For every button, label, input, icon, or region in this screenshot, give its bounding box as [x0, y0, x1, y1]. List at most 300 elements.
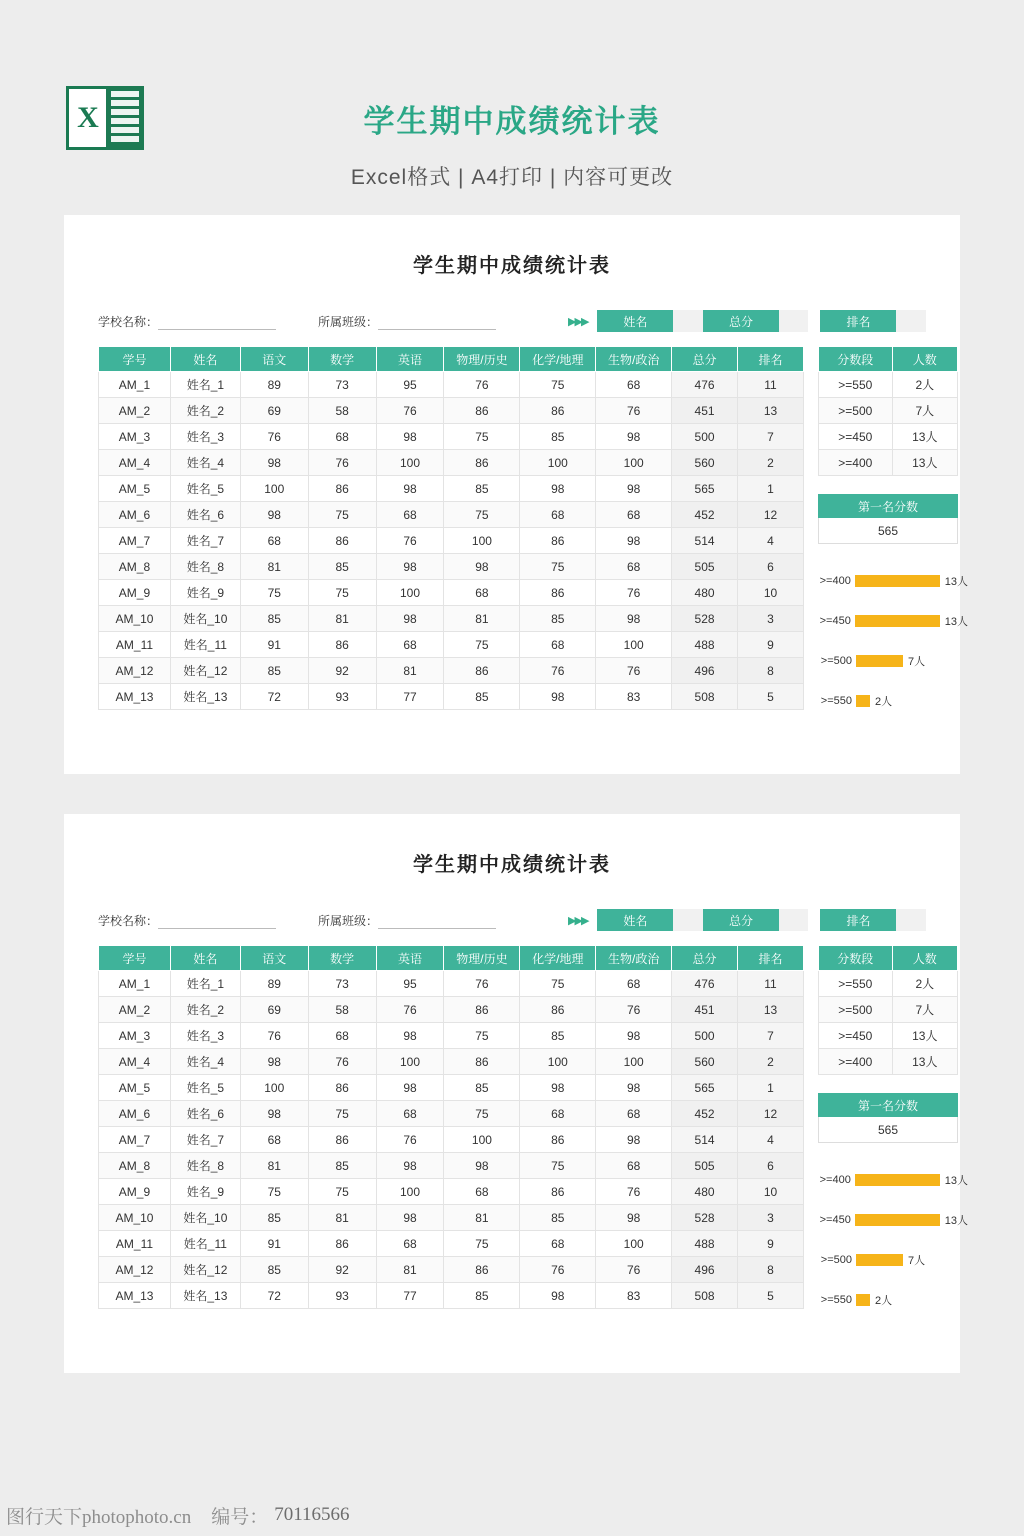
table-row[interactable] — [99, 1283, 804, 1309]
segment-row[interactable] — [819, 398, 958, 424]
cell-bio: 98 — [596, 1023, 672, 1049]
cell-chem: 76 — [520, 658, 596, 684]
pill-name: 姓名 — [597, 909, 673, 931]
cell-english: 100 — [376, 580, 444, 606]
table-row[interactable] — [99, 971, 804, 997]
cell-math: 92 — [308, 658, 376, 684]
cell-physics: 86 — [444, 398, 520, 424]
cell-bio: 98 — [596, 424, 672, 450]
page-header — [0, 0, 1024, 215]
table-row[interactable] — [99, 528, 804, 554]
cell-rank: 8 — [738, 658, 804, 684]
cell-math: 86 — [308, 1231, 376, 1257]
cell-physics: 68 — [444, 580, 520, 606]
sheet-body — [98, 346, 968, 734]
cell-math: 76 — [308, 1049, 376, 1075]
cell-english: 95 — [376, 971, 444, 997]
col-id: 学号 — [99, 347, 171, 372]
cell-physics: 85 — [444, 476, 520, 502]
cell-math: 92 — [308, 1257, 376, 1283]
table-row[interactable] — [99, 684, 804, 710]
cell-segment: >=550 — [819, 971, 893, 997]
cell-bio: 68 — [596, 502, 672, 528]
bar-row — [818, 574, 968, 588]
cell-total: 505 — [672, 554, 738, 580]
cell-total: 508 — [672, 1283, 738, 1309]
cell-total: 451 — [672, 398, 738, 424]
segment-row[interactable] — [819, 372, 958, 398]
table-row[interactable] — [99, 606, 804, 632]
col-bio-politics: 生物/政治 — [596, 946, 672, 971]
cell-id: AM_6 — [99, 502, 171, 528]
col-name: 姓名 — [170, 946, 240, 971]
cell-chem: 68 — [520, 502, 596, 528]
cell-physics: 68 — [444, 1179, 520, 1205]
cell-rank: 5 — [738, 684, 804, 710]
pill-total: 总分 — [703, 909, 779, 931]
table-row[interactable] — [99, 658, 804, 684]
cell-id: AM_3 — [99, 424, 171, 450]
cell-english: 68 — [376, 502, 444, 528]
cell-math: 75 — [308, 502, 376, 528]
segment-row[interactable] — [819, 971, 958, 997]
cell-physics: 85 — [444, 1283, 520, 1309]
cell-total: 565 — [672, 476, 738, 502]
col-segment: 分数段 — [819, 946, 893, 971]
watermark-id-value: 70116566 — [274, 1504, 350, 1525]
school-name-input[interactable] — [158, 911, 276, 929]
cell-math: 85 — [308, 554, 376, 580]
cell-count: 2人 — [892, 971, 957, 997]
cell-id: AM_7 — [99, 1127, 171, 1153]
cell-math: 86 — [308, 632, 376, 658]
cell-chem: 98 — [520, 1283, 596, 1309]
bar-category-label: >=550 — [820, 695, 852, 707]
table-row[interactable] — [99, 476, 804, 502]
cell-name: 姓名_4 — [170, 1049, 240, 1075]
cell-bio: 98 — [596, 1075, 672, 1101]
class-input[interactable] — [378, 312, 496, 330]
cell-segment: >=400 — [819, 1049, 893, 1075]
cell-english: 98 — [376, 606, 444, 632]
table-row[interactable] — [99, 632, 804, 658]
cell-physics: 86 — [444, 450, 520, 476]
segment-row[interactable] — [819, 997, 958, 1023]
cell-name: 姓名_2 — [170, 398, 240, 424]
cell-name: 姓名_2 — [170, 997, 240, 1023]
cell-total: 452 — [672, 1101, 738, 1127]
cell-physics: 75 — [444, 1023, 520, 1049]
table-header-row — [99, 347, 804, 372]
cell-math: 75 — [308, 1101, 376, 1127]
cell-physics: 75 — [444, 424, 520, 450]
first-place-box — [818, 494, 958, 544]
cell-chem: 86 — [520, 1179, 596, 1205]
table-row[interactable] — [99, 997, 804, 1023]
table-row[interactable] — [99, 1153, 804, 1179]
cell-total: 476 — [672, 372, 738, 398]
bar-shape — [856, 1254, 903, 1266]
cell-physics: 100 — [444, 1127, 520, 1153]
col-rank: 排名 — [738, 946, 804, 971]
cell-rank: 13 — [738, 997, 804, 1023]
cell-chem: 85 — [520, 606, 596, 632]
cell-chinese: 76 — [240, 1023, 308, 1049]
segment-row[interactable] — [819, 424, 958, 450]
cell-bio: 68 — [596, 372, 672, 398]
bar-value-label: 7人 — [908, 656, 926, 668]
cell-chem: 98 — [520, 1075, 596, 1101]
page-title: 学生期中成绩统计表 — [363, 104, 661, 139]
cell-name: 姓名_4 — [170, 450, 240, 476]
cell-total: 505 — [672, 1153, 738, 1179]
cell-math: 76 — [308, 450, 376, 476]
cell-total: 514 — [672, 528, 738, 554]
cell-bio: 76 — [596, 580, 672, 606]
bar-row — [818, 694, 968, 708]
table-row[interactable] — [99, 1023, 804, 1049]
cell-bio: 100 — [596, 632, 672, 658]
cell-id: AM_11 — [99, 632, 171, 658]
cell-physics: 76 — [444, 971, 520, 997]
bar-category-label: >=500 — [820, 1254, 852, 1266]
table-row[interactable] — [99, 1231, 804, 1257]
cell-total: 480 — [672, 580, 738, 606]
cell-chinese: 81 — [240, 554, 308, 580]
school-name-label: 学校名称： — [98, 314, 159, 329]
table-row[interactable] — [99, 1049, 804, 1075]
cell-bio: 100 — [596, 1049, 672, 1075]
cell-total: 480 — [672, 1179, 738, 1205]
table-row[interactable] — [99, 450, 804, 476]
cell-segment: >=550 — [819, 372, 893, 398]
table-row[interactable] — [99, 1127, 804, 1153]
cell-total: 500 — [672, 424, 738, 450]
cell-english: 76 — [376, 398, 444, 424]
first-place-label: 第一名分数 — [818, 494, 958, 518]
cell-total: 496 — [672, 1257, 738, 1283]
bar-category-label: >=500 — [820, 655, 852, 667]
cell-rank: 6 — [738, 1153, 804, 1179]
cell-bio: 76 — [596, 1257, 672, 1283]
cell-english: 100 — [376, 1179, 444, 1205]
cell-segment: >=450 — [819, 1023, 893, 1049]
cell-total: 514 — [672, 1127, 738, 1153]
col-segment: 分数段 — [819, 347, 893, 372]
cell-rank: 11 — [738, 971, 804, 997]
name-value-strip[interactable] — [673, 909, 703, 931]
cell-math: 68 — [308, 424, 376, 450]
summary-panel — [818, 346, 968, 734]
cell-bio: 76 — [596, 398, 672, 424]
cell-math: 58 — [308, 398, 376, 424]
cell-chem: 76 — [520, 1257, 596, 1283]
cell-rank: 9 — [738, 632, 804, 658]
arrow-right-icon: ▶▶▶ — [568, 315, 588, 328]
cell-rank: 12 — [738, 502, 804, 528]
table-row[interactable] — [99, 502, 804, 528]
sheet-title: 学生期中成绩统计表 — [413, 854, 611, 876]
cell-id: AM_10 — [99, 606, 171, 632]
cell-name: 姓名_10 — [170, 606, 240, 632]
cell-physics: 85 — [444, 1075, 520, 1101]
cell-chinese: 85 — [240, 658, 308, 684]
cell-chinese: 68 — [240, 528, 308, 554]
table-row[interactable] — [99, 1257, 804, 1283]
cell-total: 560 — [672, 450, 738, 476]
cell-chem: 86 — [520, 1127, 596, 1153]
pill-rank: 排名 — [820, 310, 896, 332]
segment-header-row — [819, 946, 958, 971]
cell-name: 姓名_8 — [170, 554, 240, 580]
cell-chinese: 89 — [240, 971, 308, 997]
cell-rank: 6 — [738, 554, 804, 580]
bar-category-label: >=450 — [819, 1214, 851, 1226]
school-name-input[interactable] — [158, 312, 276, 330]
cell-physics: 75 — [444, 502, 520, 528]
cell-bio: 100 — [596, 1231, 672, 1257]
cell-id: AM_13 — [99, 684, 171, 710]
cell-id: AM_1 — [99, 372, 171, 398]
segment-row[interactable] — [819, 1049, 958, 1075]
cell-total: 496 — [672, 658, 738, 684]
col-physics-history: 物理/历史 — [444, 946, 520, 971]
cell-id: AM_10 — [99, 1205, 171, 1231]
page-subtitle: Excel格式 | A4打印 | 内容可更改 — [350, 166, 674, 189]
cell-rank: 12 — [738, 1101, 804, 1127]
bar-shape — [856, 655, 903, 667]
cell-total: 500 — [672, 1023, 738, 1049]
cell-physics: 75 — [444, 1101, 520, 1127]
cell-id: AM_9 — [99, 1179, 171, 1205]
bar-row — [818, 1173, 968, 1187]
class-input[interactable] — [378, 911, 496, 929]
cell-english: 77 — [376, 684, 444, 710]
scores-table-wrap — [98, 945, 804, 1309]
cell-english: 98 — [376, 476, 444, 502]
cell-total: 565 — [672, 1075, 738, 1101]
cell-name: 姓名_11 — [170, 1231, 240, 1257]
cell-chinese: 76 — [240, 424, 308, 450]
cell-english: 100 — [376, 1049, 444, 1075]
cell-total: 488 — [672, 632, 738, 658]
cell-id: AM_6 — [99, 1101, 171, 1127]
cell-math: 81 — [308, 606, 376, 632]
bar-row — [818, 614, 968, 628]
cell-name: 姓名_6 — [170, 1101, 240, 1127]
watermark-id-label: 编号： — [211, 1506, 269, 1528]
excel-logo-icon — [66, 86, 144, 150]
cell-total: 528 — [672, 1205, 738, 1231]
cell-english: 76 — [376, 528, 444, 554]
table-row[interactable] — [99, 1075, 804, 1101]
cell-math: 73 — [308, 372, 376, 398]
class-label: 所属班级： — [318, 314, 379, 329]
cell-chem: 98 — [520, 476, 596, 502]
cell-chinese: 69 — [240, 997, 308, 1023]
cell-chem: 75 — [520, 971, 596, 997]
cell-bio: 100 — [596, 450, 672, 476]
rank-value-strip[interactable] — [896, 310, 926, 332]
cell-chem: 75 — [520, 372, 596, 398]
col-chinese: 语文 — [240, 347, 308, 372]
bar-value-label: 2人 — [875, 1295, 893, 1307]
cell-name: 姓名_10 — [170, 1205, 240, 1231]
cell-count: 7人 — [892, 398, 957, 424]
cell-rank: 9 — [738, 1231, 804, 1257]
cell-math: 81 — [308, 1205, 376, 1231]
table-row[interactable] — [99, 1205, 804, 1231]
cell-physics: 100 — [444, 528, 520, 554]
arrow-right-icon: ▶▶▶ — [568, 914, 588, 927]
cell-math: 86 — [308, 476, 376, 502]
cell-segment: >=450 — [819, 424, 893, 450]
cell-name: 姓名_1 — [170, 971, 240, 997]
table-row[interactable] — [99, 372, 804, 398]
cell-math: 86 — [308, 1075, 376, 1101]
cell-math: 85 — [308, 1153, 376, 1179]
cell-chinese: 69 — [240, 398, 308, 424]
cell-chem: 85 — [520, 1023, 596, 1049]
cell-id: AM_4 — [99, 1049, 171, 1075]
cell-math: 58 — [308, 997, 376, 1023]
cell-english: 68 — [376, 632, 444, 658]
cell-id: AM_3 — [99, 1023, 171, 1049]
bar-category-label: >=550 — [820, 1294, 852, 1306]
cell-rank: 2 — [738, 1049, 804, 1075]
bar-value-label: 2人 — [875, 696, 893, 708]
cell-rank: 3 — [738, 1205, 804, 1231]
cell-english: 100 — [376, 450, 444, 476]
cell-chem: 86 — [520, 997, 596, 1023]
total-value-strip[interactable] — [779, 909, 809, 931]
cell-id: AM_1 — [99, 971, 171, 997]
cell-total: 476 — [672, 971, 738, 997]
cell-count: 13人 — [892, 424, 957, 450]
cell-count: 13人 — [892, 1049, 957, 1075]
cell-bio: 98 — [596, 476, 672, 502]
scores-table — [98, 945, 804, 1309]
cell-name: 姓名_8 — [170, 1153, 240, 1179]
table-row[interactable] — [99, 554, 804, 580]
cell-total: 528 — [672, 606, 738, 632]
school-name-label: 学校名称： — [98, 913, 159, 928]
cell-bio: 98 — [596, 1127, 672, 1153]
cell-segment: >=400 — [819, 450, 893, 476]
table-header-row — [99, 946, 804, 971]
rank-value-strip[interactable] — [896, 909, 926, 931]
cell-chinese: 85 — [240, 1205, 308, 1231]
segment-row[interactable] — [819, 1023, 958, 1049]
bar-value-label: 7人 — [908, 1255, 926, 1267]
cell-id: AM_5 — [99, 1075, 171, 1101]
bar-shape — [856, 1294, 870, 1306]
pill-rank: 排名 — [820, 909, 896, 931]
segment-bar-chart — [818, 1173, 968, 1307]
cell-english: 68 — [376, 1101, 444, 1127]
cell-chem: 86 — [520, 528, 596, 554]
col-english: 英语 — [376, 347, 444, 372]
first-place-label: 第一名分数 — [818, 1093, 958, 1117]
cell-chinese: 81 — [240, 1153, 308, 1179]
cell-bio: 98 — [596, 606, 672, 632]
col-bio-politics: 生物/政治 — [596, 347, 672, 372]
cell-id: AM_11 — [99, 1231, 171, 1257]
cell-chem: 75 — [520, 1153, 596, 1179]
table-row[interactable] — [99, 580, 804, 606]
cell-math: 93 — [308, 684, 376, 710]
cell-bio: 83 — [596, 1283, 672, 1309]
cell-chinese: 91 — [240, 1231, 308, 1257]
cell-chinese: 98 — [240, 1049, 308, 1075]
col-rank: 排名 — [738, 347, 804, 372]
cell-total: 508 — [672, 684, 738, 710]
bar-value-label: 13人 — [944, 616, 968, 628]
cell-count: 13人 — [892, 1023, 957, 1049]
table-row[interactable] — [99, 1179, 804, 1205]
pill-name: 姓名 — [597, 310, 673, 332]
cell-total: 452 — [672, 502, 738, 528]
cell-rank: 1 — [738, 476, 804, 502]
excel-logo-letter: X — [66, 86, 110, 150]
cell-rank: 8 — [738, 1257, 804, 1283]
col-chem-geo: 化学/地理 — [520, 946, 596, 971]
cell-chinese: 72 — [240, 684, 308, 710]
cell-physics: 76 — [444, 372, 520, 398]
cell-rank: 7 — [738, 424, 804, 450]
cell-bio: 76 — [596, 997, 672, 1023]
col-count: 人数 — [892, 946, 957, 971]
cell-english: 76 — [376, 997, 444, 1023]
meta-row — [98, 907, 926, 933]
class-label: 所属班级： — [318, 913, 379, 928]
bar-shape — [855, 1174, 940, 1186]
summary-panel — [818, 945, 968, 1333]
cell-rank: 4 — [738, 528, 804, 554]
col-chinese: 语文 — [240, 946, 308, 971]
segment-row[interactable] — [819, 450, 958, 476]
table-row[interactable] — [99, 1101, 804, 1127]
cell-math: 68 — [308, 1023, 376, 1049]
table-row[interactable] — [99, 424, 804, 450]
cell-rank: 7 — [738, 1023, 804, 1049]
cell-chem: 68 — [520, 1231, 596, 1257]
cell-english: 81 — [376, 1257, 444, 1283]
segment-table — [818, 346, 958, 476]
bar-value-label: 13人 — [944, 576, 968, 588]
cell-rank: 1 — [738, 1075, 804, 1101]
cell-segment: >=500 — [819, 398, 893, 424]
cell-total: 451 — [672, 997, 738, 1023]
segment-bar-chart — [818, 574, 968, 708]
cell-total: 560 — [672, 1049, 738, 1075]
cell-physics: 86 — [444, 658, 520, 684]
cell-physics: 75 — [444, 632, 520, 658]
cell-id: AM_9 — [99, 580, 171, 606]
pill-total: 总分 — [703, 310, 779, 332]
name-value-strip[interactable] — [673, 310, 703, 332]
cell-name: 姓名_3 — [170, 424, 240, 450]
cell-chem: 86 — [520, 580, 596, 606]
bar-shape — [855, 575, 940, 587]
cell-math: 75 — [308, 580, 376, 606]
total-value-strip[interactable] — [779, 310, 809, 332]
col-name: 姓名 — [170, 347, 240, 372]
table-row[interactable] — [99, 398, 804, 424]
cell-physics: 86 — [444, 997, 520, 1023]
cell-chem: 68 — [520, 1101, 596, 1127]
cell-english: 98 — [376, 554, 444, 580]
